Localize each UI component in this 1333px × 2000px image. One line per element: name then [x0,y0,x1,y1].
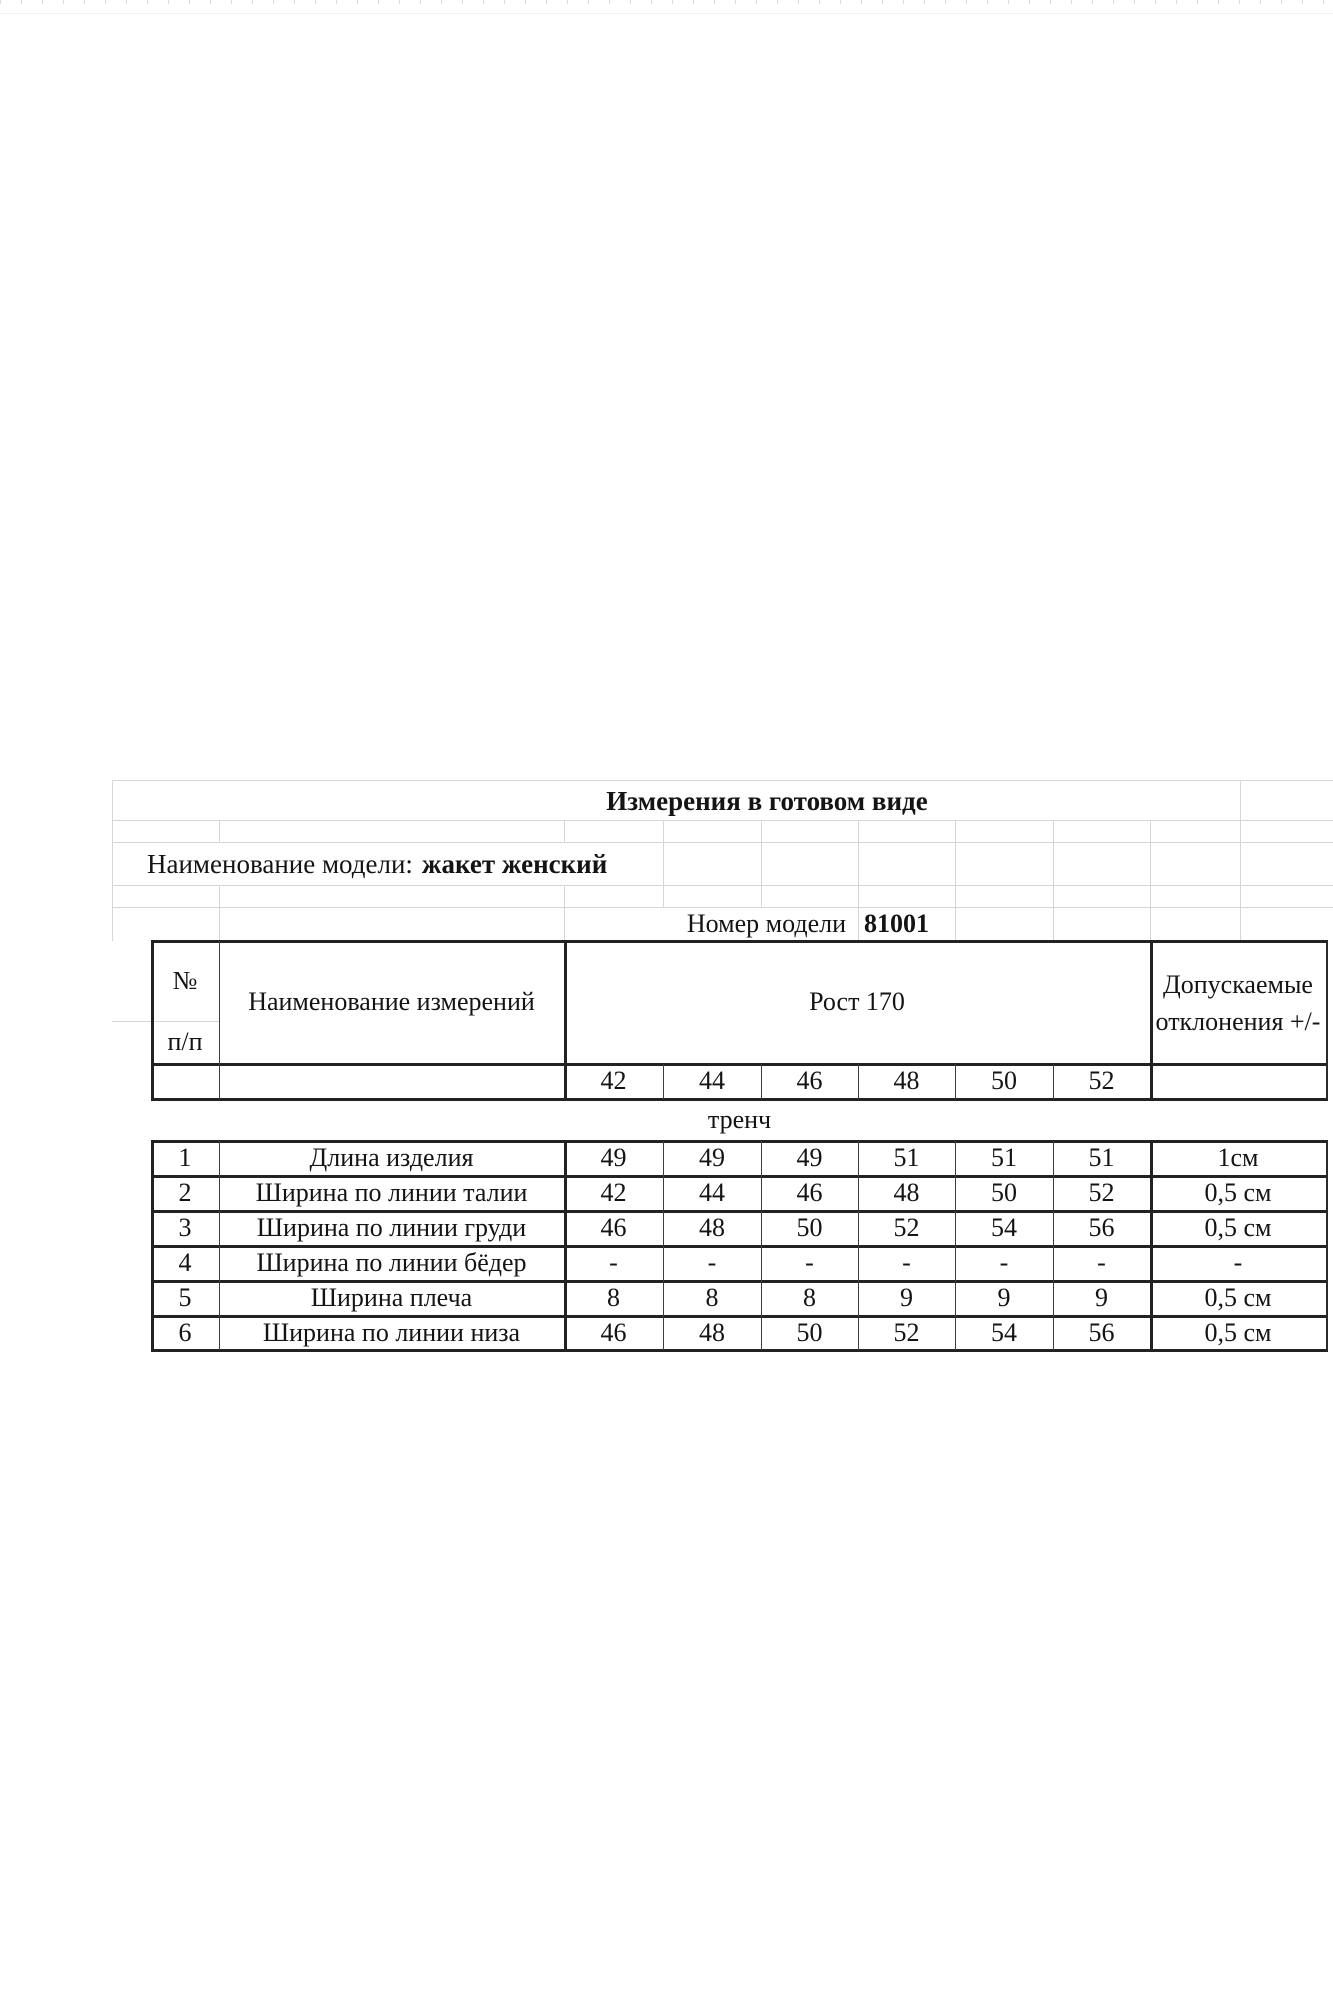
grid-line [761,820,762,842]
value-cell: 54 [991,1317,1017,1347]
grid-line [858,842,859,885]
value-cell: 52 [893,1213,920,1243]
grid-line [955,885,956,907]
value-cell: 48 [699,1213,725,1243]
value-cell: 46 [600,1213,627,1243]
grid-line [1150,820,1151,842]
grid-line [112,780,113,941]
grid-line [1240,907,1241,941]
grid-line [1150,907,1151,941]
row-number: 6 [178,1317,192,1347]
row-number: 2 [178,1178,192,1208]
grid-line [1150,842,1151,885]
measurement-name: Ширина по линии груди [256,1213,527,1243]
model-number-label: Номер модели [686,909,846,938]
header-number-sub: п/п [167,1027,203,1057]
grid-line [858,820,859,842]
grid-line [1053,820,1054,842]
header-tolerance-line2: отклонения +/- [1155,1006,1321,1036]
value-cell: 9 [1095,1283,1108,1313]
value-cell: 51 [991,1143,1017,1173]
value-cell: 52 [893,1317,920,1347]
header-tolerance-line1: Допускаемые [1163,969,1313,999]
grid-line [564,885,565,907]
model-name-value: жакет женский [421,848,608,879]
tolerance-cell: 1см [1217,1143,1259,1173]
value-cell: 51 [1088,1143,1115,1173]
size-header: 46 [796,1066,823,1096]
grid-line [1240,842,1241,885]
measurement-name: Ширина плеча [310,1283,473,1313]
value-cell: 56 [1088,1213,1115,1243]
value-cell: 46 [600,1317,627,1347]
value-cell: 50 [991,1178,1017,1208]
grid-line [858,885,859,907]
measurement-name: Ширина по линии низа [262,1317,521,1347]
size-header: 50 [991,1066,1017,1096]
grid-line [1053,885,1054,907]
header-measurement-name: Наименование измерений [248,987,535,1017]
border-line [1326,941,1328,1099]
size-header: 48 [893,1066,920,1096]
value-cell: 8 [803,1283,816,1313]
header-height-group: Рост 170 [809,987,905,1017]
page-title: Измерения в готовом виде [606,785,928,816]
grid-line [761,842,762,885]
grid-line [761,885,762,907]
size-header: 42 [600,1066,627,1096]
tolerance-cell: - [1233,1248,1243,1278]
grid-line [1150,885,1151,907]
value-cell: 8 [607,1283,620,1313]
row-number: 4 [178,1248,192,1278]
value-cell: 9 [900,1283,913,1313]
value-cell: 8 [705,1283,719,1313]
value-cell: 49 [600,1143,627,1173]
value-cell: 49 [796,1143,823,1173]
model-number-value: 81001 [864,909,929,938]
value-cell: 50 [796,1213,823,1243]
value-cell: 49 [699,1143,725,1173]
value-cell: 52 [1088,1178,1115,1208]
grid-line [564,820,565,842]
value-cell: - [609,1248,618,1278]
measurement-name: Ширина по линии талии [255,1178,528,1208]
grid-line [1240,780,1241,820]
row-number: 1 [178,1143,192,1173]
grid-line [1240,820,1241,842]
value-cell: - [999,1248,1009,1278]
value-cell: - [805,1248,814,1278]
tolerance-cell: 0,5 см [1204,1213,1272,1243]
grid-line [219,907,220,941]
grid-line [1053,842,1054,885]
value-cell: 56 [1088,1317,1115,1347]
grid-line [1053,907,1054,941]
value-cell: 44 [699,1178,725,1208]
value-cell: 48 [893,1178,920,1208]
header-tolerance [1150,941,1326,1064]
tolerance-cell: 0,5 см [1204,1178,1272,1208]
row-number: 3 [178,1213,192,1243]
grid-line [0,13,1333,14]
grid-line [955,820,956,842]
grid-line [663,842,664,885]
value-cell: 54 [991,1213,1017,1243]
grid-line [663,885,664,907]
tolerance-cell: 0,5 см [1204,1283,1272,1313]
value-cell: 51 [893,1143,920,1173]
value-cell: - [1097,1248,1106,1278]
header-number-sign: № [172,965,198,995]
value-cell: - [902,1248,911,1278]
size-header: 44 [699,1066,725,1096]
model-name-line [147,843,607,885]
measurement-name: Ширина по линии бёдер [256,1248,527,1278]
section-label: тренч [707,1104,772,1134]
grid-line [858,907,859,941]
grid-line [0,0,1333,4]
value-cell: 46 [796,1178,823,1208]
model-name-label: Наименование модели: [147,848,413,879]
value-cell: 42 [600,1178,627,1208]
tolerance-cell: 0,5 см [1204,1317,1272,1347]
size-header: 52 [1088,1066,1115,1096]
grid-line [1240,885,1241,907]
border-line [1326,1141,1328,1350]
value-cell: 50 [796,1317,823,1347]
grid-line [219,885,220,907]
grid-line [663,820,664,842]
value-cell: - [707,1248,717,1278]
grid-line [955,842,956,885]
grid-line [219,820,220,842]
value-cell: 9 [997,1283,1011,1313]
value-cell: 48 [699,1317,725,1347]
measurement-name: Длина изделия [309,1143,474,1173]
row-number: 5 [178,1283,192,1313]
